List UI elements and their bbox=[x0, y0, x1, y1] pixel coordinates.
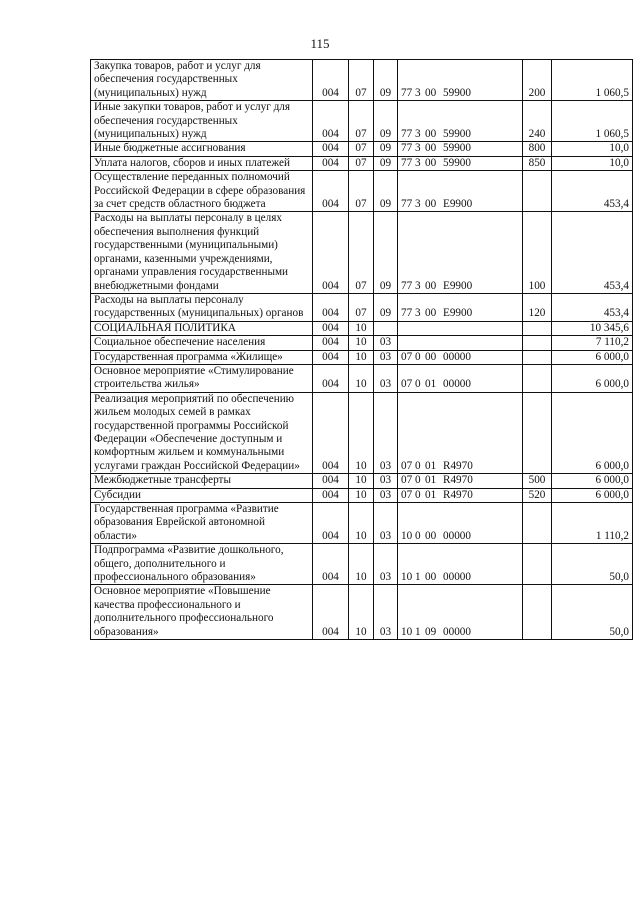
activity-code: 00 bbox=[425, 279, 437, 292]
ministry-code-cell: 004 bbox=[313, 364, 349, 392]
row-name-cell: СОЦИАЛЬНАЯ ПОЛИТИКА bbox=[91, 321, 313, 335]
activity-code: 00 bbox=[425, 128, 437, 141]
target-article-cell bbox=[398, 101, 523, 142]
subsection-code-cell: 03 bbox=[374, 336, 398, 350]
amount-cell: 6 000,0 bbox=[552, 474, 633, 488]
target-article-cell bbox=[398, 321, 523, 335]
row-name-cell: Иные закупки товаров, работ и услуг для обеспечения государственных (муниципальных) нужд bbox=[91, 101, 313, 142]
section-code-cell: 07 bbox=[349, 60, 374, 101]
ministry-code-cell: 004 bbox=[313, 321, 349, 335]
target-article-cell bbox=[398, 142, 523, 156]
row-name-cell: Субсидии bbox=[91, 488, 313, 502]
expense-type-cell bbox=[523, 544, 552, 585]
amount-cell: 10 345,6 bbox=[552, 321, 633, 335]
target-article-cell bbox=[398, 156, 523, 170]
section-code-cell: 10 bbox=[349, 336, 374, 350]
section-code-cell: 07 bbox=[349, 171, 374, 212]
activity-code: 00 bbox=[425, 86, 437, 99]
subsection-code-cell: 03 bbox=[374, 585, 398, 640]
subprogram-code: 3 bbox=[415, 279, 421, 292]
expense-type-cell: 120 bbox=[523, 293, 552, 321]
subprogram-code: 1 bbox=[415, 625, 421, 638]
amount-cell: 10,0 bbox=[552, 156, 633, 170]
activity-code: 01 bbox=[425, 488, 437, 501]
budget-table-body bbox=[91, 60, 633, 640]
table-row bbox=[91, 101, 633, 142]
activity-code: 01 bbox=[425, 378, 437, 391]
row-name-cell: Реализация мероприятий по обеспечению жильем молодых семей в рамках государственной программы Российской Федерации «Обеспечение доступным и комфортным жильем и коммунальными услугами граждан Российской Федерации» bbox=[91, 392, 313, 473]
ministry-code-cell: 004 bbox=[313, 171, 349, 212]
target-article-cell bbox=[398, 293, 523, 321]
ministry-code-cell: 004 bbox=[313, 101, 349, 142]
ministry-code-cell: 004 bbox=[313, 488, 349, 502]
activity-code: 00 bbox=[425, 529, 437, 542]
subsection-code-cell: 03 bbox=[374, 503, 398, 544]
row-name-cell: Подпрограмма «Развитие дошкольного, общего, дополнительного и профессионального образования» bbox=[91, 544, 313, 585]
target-article-cell bbox=[398, 60, 523, 101]
target-article-cell bbox=[398, 488, 523, 502]
expense-type-cell bbox=[523, 336, 552, 350]
amount-cell: 6 000,0 bbox=[552, 392, 633, 473]
program-code: 10 bbox=[401, 571, 413, 584]
program-code: 77 bbox=[401, 86, 413, 99]
amount-cell: 50,0 bbox=[552, 544, 633, 585]
expense-type-cell: 200 bbox=[523, 60, 552, 101]
row-name-cell: Государственная программа «Развитие образования Еврейской автономной области» bbox=[91, 503, 313, 544]
subprogram-code: 3 bbox=[415, 86, 421, 99]
target-article-cell bbox=[398, 544, 523, 585]
target-article-cell bbox=[398, 392, 523, 473]
ministry-code-cell: 004 bbox=[313, 336, 349, 350]
ministry-code-cell: 004 bbox=[313, 585, 349, 640]
direction-code: 00000 bbox=[443, 378, 471, 391]
section-code-cell: 10 bbox=[349, 544, 374, 585]
expense-type-cell: 100 bbox=[523, 212, 552, 293]
direction-code: R4970 bbox=[443, 459, 473, 472]
direction-code: 00000 bbox=[443, 350, 471, 363]
section-code-cell: 10 bbox=[349, 488, 374, 502]
budget-table bbox=[90, 59, 633, 640]
section-code-cell: 10 bbox=[349, 474, 374, 488]
subprogram-code: 0 bbox=[415, 488, 421, 501]
row-name-cell: Социальное обеспечение населения bbox=[91, 336, 313, 350]
ministry-code-cell: 004 bbox=[313, 142, 349, 156]
amount-cell: 6 000,0 bbox=[552, 350, 633, 364]
direction-code: Е9900 bbox=[443, 307, 473, 320]
direction-code: Е9900 bbox=[443, 198, 473, 211]
subsection-code-cell: 03 bbox=[374, 544, 398, 585]
table-row bbox=[91, 171, 633, 212]
row-name-cell: Межбюджетные трансферты bbox=[91, 474, 313, 488]
program-code: 77 bbox=[401, 198, 413, 211]
activity-code: 09 bbox=[425, 625, 437, 638]
section-code-cell: 10 bbox=[349, 350, 374, 364]
section-code-cell: 07 bbox=[349, 101, 374, 142]
subprogram-code: 0 bbox=[415, 459, 421, 472]
ministry-code-cell: 004 bbox=[313, 156, 349, 170]
expense-type-cell: 850 bbox=[523, 156, 552, 170]
program-code: 07 bbox=[401, 378, 413, 391]
table-row bbox=[91, 544, 633, 585]
row-name-cell: Уплата налогов, сборов и иных платежей bbox=[91, 156, 313, 170]
subprogram-code: 0 bbox=[415, 350, 421, 363]
row-name-cell: Основное мероприятие «Повышение качества профессионального и дополнительного профессионального образования» bbox=[91, 585, 313, 640]
target-article-cell bbox=[398, 364, 523, 392]
table-row bbox=[91, 364, 633, 392]
target-article-cell bbox=[398, 171, 523, 212]
expense-type-cell bbox=[523, 321, 552, 335]
expense-type-cell: 500 bbox=[523, 474, 552, 488]
ministry-code-cell: 004 bbox=[313, 503, 349, 544]
amount-cell: 50,0 bbox=[552, 585, 633, 640]
amount-cell: 453,4 bbox=[552, 293, 633, 321]
target-article-cell bbox=[398, 474, 523, 488]
target-article-cell bbox=[398, 336, 523, 350]
ministry-code-cell: 004 bbox=[313, 60, 349, 101]
subsection-code-cell: 09 bbox=[374, 60, 398, 101]
section-code-cell: 10 bbox=[349, 321, 374, 335]
table-row bbox=[91, 392, 633, 473]
activity-code: 00 bbox=[425, 350, 437, 363]
row-name-cell: Осуществление переданных полномочий Российской Федерации в сфере образования за счет средств областного бюджета bbox=[91, 171, 313, 212]
program-code: 10 bbox=[401, 529, 413, 542]
direction-code: 59900 bbox=[443, 142, 471, 155]
row-name-cell: Основное мероприятие «Стимулирование строительства жилья» bbox=[91, 364, 313, 392]
section-code-cell: 10 bbox=[349, 364, 374, 392]
activity-code: 00 bbox=[425, 571, 437, 584]
amount-cell: 1 110,2 bbox=[552, 503, 633, 544]
ministry-code-cell: 004 bbox=[313, 392, 349, 473]
amount-cell: 7 110,2 bbox=[552, 336, 633, 350]
subprogram-code: 0 bbox=[415, 529, 421, 542]
ministry-code-cell: 004 bbox=[313, 212, 349, 293]
activity-code: 01 bbox=[425, 474, 437, 487]
target-article-cell bbox=[398, 212, 523, 293]
table-row bbox=[91, 350, 633, 364]
section-code-cell: 10 bbox=[349, 585, 374, 640]
target-article-cell bbox=[398, 585, 523, 640]
direction-code: R4970 bbox=[443, 474, 473, 487]
table-row bbox=[91, 474, 633, 488]
subsection-code-cell: 03 bbox=[374, 474, 398, 488]
program-code: 07 bbox=[401, 350, 413, 363]
expense-type-cell: 520 bbox=[523, 488, 552, 502]
ministry-code-cell: 004 bbox=[313, 474, 349, 488]
activity-code: 00 bbox=[425, 198, 437, 211]
direction-code: R4970 bbox=[443, 488, 473, 501]
target-article-cell bbox=[398, 350, 523, 364]
program-code: 77 bbox=[401, 307, 413, 320]
section-code-cell: 07 bbox=[349, 293, 374, 321]
ministry-code-cell: 004 bbox=[313, 544, 349, 585]
subsection-code-cell: 03 bbox=[374, 350, 398, 364]
table-row bbox=[91, 60, 633, 101]
program-code: 07 bbox=[401, 459, 413, 472]
direction-code: 59900 bbox=[443, 156, 471, 169]
subsection-code-cell: 03 bbox=[374, 392, 398, 473]
row-name-cell: Государственная программа «Жилище» bbox=[91, 350, 313, 364]
subsection-code-cell: 03 bbox=[374, 488, 398, 502]
page-number: 115 bbox=[310, 36, 330, 51]
activity-code: 00 bbox=[425, 156, 437, 169]
direction-code: 00000 bbox=[443, 529, 471, 542]
expense-type-cell: 800 bbox=[523, 142, 552, 156]
expense-type-cell bbox=[523, 585, 552, 640]
subprogram-code: 3 bbox=[415, 198, 421, 211]
subprogram-code: 3 bbox=[415, 128, 421, 141]
row-name-cell: Расходы на выплаты персоналу государственных (муниципальных) органов bbox=[91, 293, 313, 321]
expense-type-cell bbox=[523, 171, 552, 212]
subsection-code-cell: 09 bbox=[374, 142, 398, 156]
expense-type-cell: 240 bbox=[523, 101, 552, 142]
program-code: 77 bbox=[401, 156, 413, 169]
section-code-cell: 10 bbox=[349, 503, 374, 544]
table-row bbox=[91, 321, 633, 335]
program-code: 07 bbox=[401, 488, 413, 501]
amount-cell: 1 060,5 bbox=[552, 60, 633, 101]
expense-type-cell bbox=[523, 364, 552, 392]
subsection-code-cell bbox=[374, 321, 398, 335]
expense-type-cell bbox=[523, 350, 552, 364]
program-code: 07 bbox=[401, 474, 413, 487]
subprogram-code: 3 bbox=[415, 307, 421, 320]
amount-cell: 453,4 bbox=[552, 171, 633, 212]
expense-type-cell bbox=[523, 392, 552, 473]
program-code: 77 bbox=[401, 128, 413, 141]
direction-code: 59900 bbox=[443, 86, 471, 99]
table-row bbox=[91, 503, 633, 544]
subsection-code-cell: 09 bbox=[374, 171, 398, 212]
subprogram-code: 3 bbox=[415, 142, 421, 155]
direction-code: 00000 bbox=[443, 625, 471, 638]
direction-code: Е9900 bbox=[443, 279, 473, 292]
subsection-code-cell: 09 bbox=[374, 101, 398, 142]
section-code-cell: 07 bbox=[349, 142, 374, 156]
amount-cell: 453,4 bbox=[552, 212, 633, 293]
ministry-code-cell: 004 bbox=[313, 350, 349, 364]
direction-code: 59900 bbox=[443, 128, 471, 141]
subsection-code-cell: 09 bbox=[374, 293, 398, 321]
subprogram-code: 1 bbox=[415, 571, 421, 584]
table-row bbox=[91, 336, 633, 350]
subsection-code-cell: 09 bbox=[374, 156, 398, 170]
subsection-code-cell: 03 bbox=[374, 364, 398, 392]
row-name-cell: Иные бюджетные ассигнования bbox=[91, 142, 313, 156]
table-row bbox=[91, 156, 633, 170]
amount-cell: 6 000,0 bbox=[552, 488, 633, 502]
subprogram-code: 3 bbox=[415, 156, 421, 169]
amount-cell: 10,0 bbox=[552, 142, 633, 156]
table-row bbox=[91, 293, 633, 321]
activity-code: 01 bbox=[425, 459, 437, 472]
row-name-cell: Закупка товаров, работ и услуг для обеспечения государственных (муниципальных) нужд bbox=[91, 60, 313, 101]
table-row bbox=[91, 212, 633, 293]
section-code-cell: 10 bbox=[349, 392, 374, 473]
section-code-cell: 07 bbox=[349, 212, 374, 293]
subsection-code-cell: 09 bbox=[374, 212, 398, 293]
program-code: 77 bbox=[401, 142, 413, 155]
activity-code: 00 bbox=[425, 142, 437, 155]
table-row bbox=[91, 142, 633, 156]
program-code: 10 bbox=[401, 625, 413, 638]
expense-type-cell bbox=[523, 503, 552, 544]
activity-code: 00 bbox=[425, 307, 437, 320]
section-code-cell: 07 bbox=[349, 156, 374, 170]
table-row bbox=[91, 585, 633, 640]
amount-cell: 6 000,0 bbox=[552, 364, 633, 392]
subprogram-code: 0 bbox=[415, 378, 421, 391]
target-article-cell bbox=[398, 503, 523, 544]
direction-code: 00000 bbox=[443, 571, 471, 584]
subprogram-code: 0 bbox=[415, 474, 421, 487]
amount-cell: 1 060,5 bbox=[552, 101, 633, 142]
table-row bbox=[91, 488, 633, 502]
ministry-code-cell: 004 bbox=[313, 293, 349, 321]
row-name-cell: Расходы на выплаты персоналу в целях обеспечения выполнения функций государственными (муниципальными) органами, казенными учреждениями, органами управления государственными внебюджетными фондами bbox=[91, 212, 313, 293]
program-code: 77 bbox=[401, 279, 413, 292]
